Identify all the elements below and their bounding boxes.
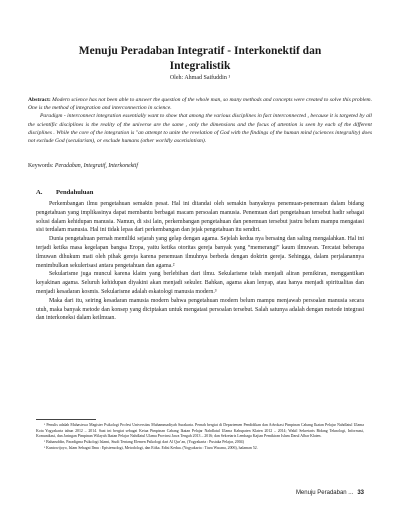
- footnotes: [36, 423, 364, 452]
- title-line: Menuju Peradaban Integratif - Interkonektif dan: [78, 45, 322, 57]
- body-paragraph: Sekularisme juga muncul karena klaim yang berlebihan dari ilmu. Sekularisme telah menjadi aliran pemikiran, menggantikan keyakinan agama. Seluruh kehidupan diyakini akan menjadi sekuler. Bahkan, agama akan lenyap, atau hanya menjadi spiritualitas dan menjadi kesadaran kosmis. Sekularisme adalah eskatologi manusia modern.³: [36, 271, 364, 295]
- footnote: ³ Kuntowijoyo, Islam Sebagai Ilmu : Epistemologi, Metodologi, dan Etika. Edisi Kedua. (Yogyakarta : Tiara Wacana, 2006), halaman 52.: [44, 446, 258, 451]
- keywords-label: Keywords:: [28, 163, 54, 169]
- abstract-paragraph-2: Paradigm - interconnect integration essentially want to show that among the various disciplines in fact interconnected , because it is targeted by all the scientific disciplines is the reality of the universe are the same , only the dimensions and the focus of attention is seen by each of the different disciplines . While the core of the integration is "an attempt to unite the revelation of God with the findings of the human mind (sciences integrality) does not exclude God (secularism), or exclude humans (other worldly ascetisintism).: [28, 113, 372, 145]
- paper-title: [22, 44, 378, 73]
- body-text: [36, 200, 364, 323]
- footnote: ² Baharuddin, Paradigma Psikologi Islami, Studi Tentang Elemen Psikologi dari Al Qur’an, (Yogyakarta : Pustaka Pelajar, 2004): [44, 440, 244, 445]
- keywords-text: Peradaban, Integratif, Interkonektif: [54, 163, 138, 169]
- body-paragraph: Dunia pengetahuan pernah memiliki sejarah yang gelap dengan agama. Sejelah kedua nya bersaing dan saling mengalahkan. Hal ini terjadi ketika masa kegelapan bangsa Eropa, yaitu ketika otoritas gereja banyak yang “memerangi” kaum ilmuwan. Tercatat beberapa ilmuwan dihukum mati oleh pihak gereja karena penemuan ilmuhnya berbeda dengan doktrin gereja. Sehingga, dalam perjalanannya menimbulkan sekulerisasi antara pengetahuan dan agama.²: [36, 236, 364, 269]
- author-line: Oleh: Ahmad Saifuddin ¹: [169, 75, 231, 81]
- page-footer: [296, 490, 364, 496]
- section-number: A.: [36, 189, 43, 196]
- running-head: Menuju Peradaban ...: [295, 490, 354, 496]
- abstract-paragraph-1: Modern science has not been able to answer the question of the whole man, so many methods and concepts were created to solve this problem. One is the method of integration and interconnection in science.: [28, 97, 372, 112]
- abstract-label: Abstract:: [28, 97, 51, 103]
- body-paragraph: Perkembangan ilmu pengetahuan semakin pesat. Hal ini ditandai oleh semakin banyaknya penemuan-penemuan dalam bidang pengetahuan yang implikasinya dapat membantu berbagai macam persoalan manusia. Penemuan dari pengetahuan tersebut hadir sebagai solusi dalam kehidupan manusia. Namun, di sisi lain, perkembangan pengetahuan dan penemuan tersebut justru belum mampu mengatasi sisi terdalam manusia. Hal ini tidak lepas dari perkembangan dan jejak pengetahuan itu sendiri.: [36, 201, 364, 234]
- section-title: Pendahuluan: [56, 189, 94, 196]
- title-line: Integralistik: [169, 59, 231, 72]
- section-heading: [36, 189, 93, 196]
- keywords: [28, 163, 372, 169]
- page-number: 33: [357, 490, 364, 496]
- footnote-divider: [36, 419, 96, 420]
- body-paragraph: Maka dari itu, seiring kesadaran manusia modern bahwa pengetahuan modern belum mampu menjawab persoalan manusia secara utuh, maka banyak metode dan konsep yang diciptakan untuk mengatasi persoalan tersebut. Salah satunya adalah dengan metode integrasi dan interkoneksi dalam keilmuan.: [36, 297, 364, 322]
- footnote: ¹ Penulis adalah Mahasiswa Magister Psikologi Profesi Universitas Muhammadiyah Surakarta. Pernah bergiat di Departemen Pendidikan dan Advokasi Pimpinan Cabang Ikatan Pelajar Nahdlatul Ulama Kota Yogyakarta tahun 2012 – 2014. Saat ini bergiat sebagai Ketua Pimpinan Cabang Ikatan Pelajar Nahdlatul Ulama Kabupaten Klaten 2012 – 2014; Wakil Sekretaris Bidang Teknologi, Informasi, Komunikasi, dan Jaringan Pimpinan Wilayah Ikatan Pelajar Nahdlatul Ulama Provinsi Jawa Tengah 2013 – 2016; dan Sekretaris Lembaga Kajian Pemikiran Islam Darul Albar Klaten.: [36, 423, 364, 439]
- abstract: [28, 96, 372, 145]
